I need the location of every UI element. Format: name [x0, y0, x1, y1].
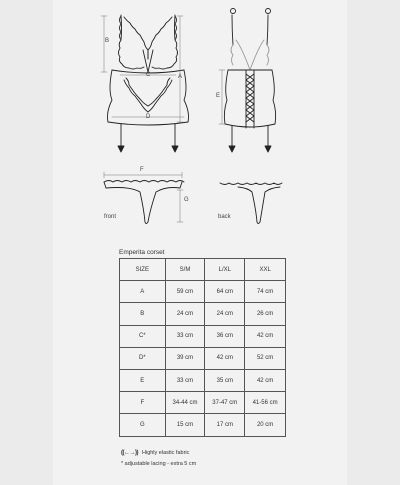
size-cell: 17 cm	[205, 414, 245, 436]
size-cell: G	[120, 414, 166, 436]
size-cell: 42 cm	[245, 325, 286, 347]
stretch-arrows-icon: ((←→))	[121, 450, 138, 456]
size-cell: D*	[120, 347, 166, 369]
size-cell: 74 cm	[245, 281, 286, 303]
size-cell: 35 cm	[205, 369, 245, 391]
measure-letter-a: A	[178, 74, 183, 80]
size-table	[119, 258, 286, 437]
size-cell: 64 cm	[205, 281, 245, 303]
size-cell: B	[120, 303, 166, 325]
front-corset-drawing	[108, 15, 189, 152]
front-view-label: front	[104, 214, 117, 220]
size-cell: C*	[120, 325, 166, 347]
lacing-note-text: * adjustable lacing - extra 5 cm	[121, 461, 197, 467]
back-view-label: back	[218, 214, 231, 220]
back-corset-drawing	[224, 9, 275, 153]
elastic-legend-text: Highly elastic fabric	[142, 450, 190, 456]
elastic-legend	[121, 450, 189, 456]
table-row	[120, 325, 286, 347]
size-table-header-row	[120, 259, 286, 281]
measure-letter-e: E	[216, 93, 221, 99]
size-cell: 20 cm	[245, 414, 286, 436]
size-cell: E	[120, 369, 166, 391]
garment-technical-drawing	[0, 0, 400, 240]
size-cell: 26 cm	[245, 303, 286, 325]
size-cell: 24 cm	[165, 303, 205, 325]
size-cell: 33 cm	[165, 325, 205, 347]
size-cell: 15 cm	[165, 414, 205, 436]
size-cell: 52 cm	[245, 347, 286, 369]
size-cell: F	[120, 392, 166, 414]
measure-letter-f: F	[140, 167, 144, 173]
table-row	[120, 369, 286, 391]
measure-letter-g: G	[184, 197, 189, 203]
lacing-note	[121, 461, 196, 467]
size-cell: 33 cm	[165, 369, 205, 391]
size-cell: 37-47 cm	[205, 392, 245, 414]
table-row	[120, 414, 286, 436]
size-cell: 39 cm	[165, 347, 205, 369]
header-cell: S/M	[165, 259, 205, 281]
measure-letter-c: C	[146, 72, 151, 78]
size-cell: 41-56 cm	[245, 392, 286, 414]
table-row	[120, 303, 286, 325]
size-cell: 34-44 cm	[165, 392, 205, 414]
size-table-title: Emperita corset	[119, 249, 165, 256]
measure-letter-b: B	[105, 38, 110, 44]
size-cell: 36 cm	[205, 325, 245, 347]
size-cell: A	[120, 281, 166, 303]
header-cell: L/XL	[205, 259, 245, 281]
size-cell: 42 cm	[245, 369, 286, 391]
measure-letter-d: D	[146, 114, 151, 120]
header-cell: XXL	[245, 259, 286, 281]
table-row	[120, 392, 286, 414]
size-cell: 59 cm	[165, 281, 205, 303]
table-row	[120, 281, 286, 303]
header-cell: SIZE	[120, 259, 166, 281]
size-cell: 42 cm	[205, 347, 245, 369]
table-row	[120, 347, 286, 369]
size-cell: 24 cm	[205, 303, 245, 325]
